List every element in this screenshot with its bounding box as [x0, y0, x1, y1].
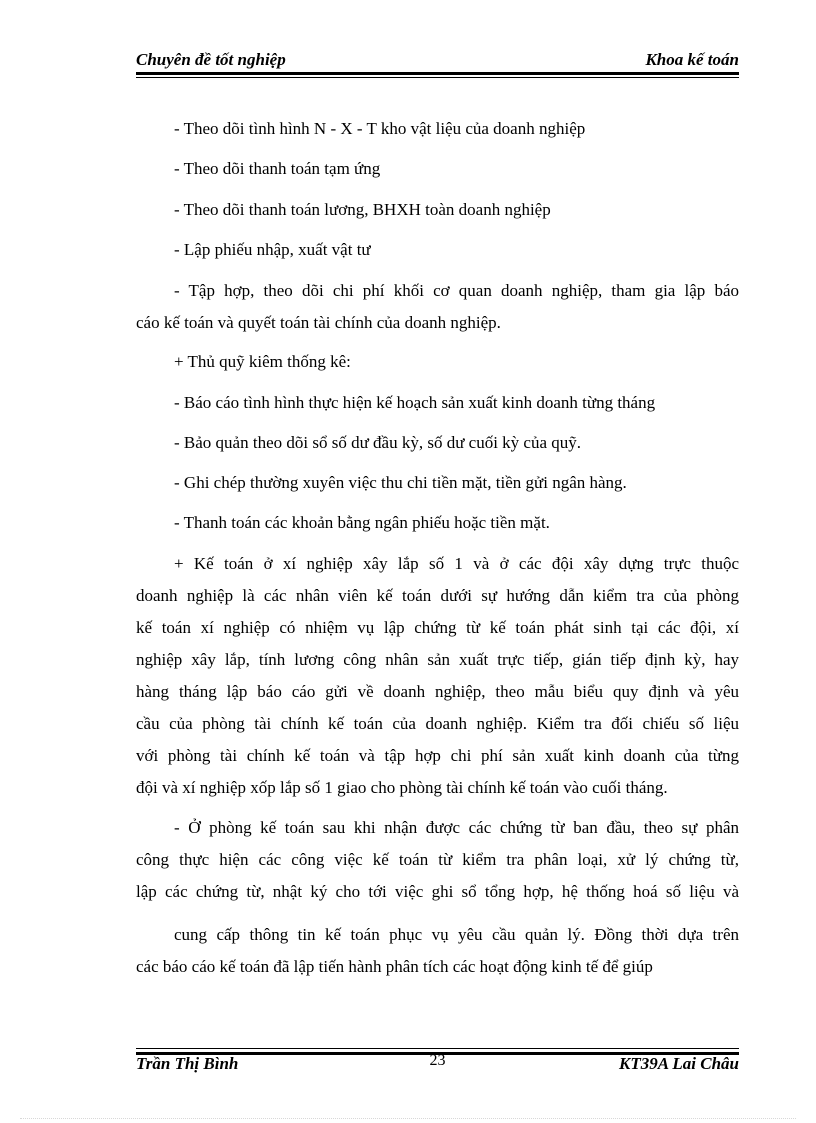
body-line: hàng tháng lập báo cáo gửi về doanh nghiệp, theo mẫu biểu quy định và yêu [136, 682, 739, 701]
body-line: - Tập hợp, theo dõi chi phí khối cơ quan doanh nghiệp, tham gia lập báo [174, 281, 739, 300]
page-number: 23 [429, 1052, 446, 1069]
page-header [136, 50, 739, 74]
header-rule-thick [136, 72, 739, 75]
body-line: + Kế toán ở xí nghiệp xây lắp số 1 và ở các đội xây dựng trực thuộc [174, 554, 739, 573]
body-line: lập các chứng từ, nhật ký cho tới việc ghi sổ tổng hợp, hệ thống hoá số liệu và [136, 882, 739, 901]
body-line: - Theo dõi thanh toán lương, BHXH toàn doanh nghiệp [174, 200, 551, 219]
body-line: - Ghi chép thường xuyên việc thu chi tiền mặt, tiền gửi ngân hàng. [174, 473, 627, 492]
page-footer [136, 1054, 739, 1078]
footer-rule-thin [136, 1048, 739, 1049]
body-line: - Ở phòng kế toán sau khi nhận được các chứng từ ban đầu, theo sự phân [174, 818, 739, 837]
body-line: + Thủ quỹ kiêm thống kê: [174, 352, 351, 371]
footer-class: KT39A Lai Châu [619, 1054, 739, 1073]
body-line: nghiệp xây lắp, tính lương công nhân sản xuất trực tiếp, gián tiếp định kỳ, hay [136, 650, 739, 669]
body-line: cầu của phòng tài chính kế toán của doanh nghiệp. Kiểm tra đối chiếu số liệu [136, 714, 739, 733]
header-department: Khoa kế toán [645, 50, 739, 69]
body-line: với phòng tài chính kế toán và tập hợp chi phí sản xuất kinh doanh của từng [136, 746, 739, 765]
body-line: kế toán xí nghiệp có nhiệm vụ lập chứng từ kế toán phát sinh tại các đội, xí [136, 618, 739, 637]
body-line: - Theo dõi tình hình N - X - T kho vật liệu của doanh nghiệp [174, 119, 586, 138]
body-line: cáo kế toán và quyết toán tài chính của doanh nghiệp. [136, 313, 501, 332]
body-line: cung cấp thông tin kế toán phục vụ yêu cầu quản lý. Đồng thời dựa trên [174, 925, 739, 944]
body-line: - Lập phiếu nhập, xuất vật tư [174, 240, 371, 259]
header-document-title: Chuyên đề tốt nghiệp [136, 50, 286, 69]
page-edge-divider [20, 1118, 796, 1119]
footer-author: Trần Thị Bình [136, 1054, 239, 1073]
body-line: - Theo dõi thanh toán tạm ứng [174, 159, 381, 178]
body-line: - Báo cáo tình hình thực hiện kế hoạch sản xuất kinh doanh từng tháng [174, 393, 656, 412]
body-line: công thực hiện các công việc kế toán từ kiểm tra phân loại, xử lý chứng từ, [136, 850, 739, 869]
body-line: doanh nghiệp là các nhân viên kế toán dưới sự hướng dẫn kiểm tra của phòng [136, 586, 739, 605]
body-line: các báo cáo kế toán đã lập tiến hành phân tích các hoạt động kinh tế để giúp [136, 957, 653, 976]
body-line: - Thanh toán các khoản bằng ngân phiếu hoặc tiền mặt. [174, 513, 550, 532]
body-line: - Bảo quản theo dõi sổ số dư đầu kỳ, số dư cuối kỳ của quỹ. [174, 433, 582, 452]
body-line: đội và xí nghiệp xốp lắp số 1 giao cho phòng tài chính kế toán vào cuối tháng. [136, 778, 668, 797]
header-rule-thin [136, 77, 739, 78]
